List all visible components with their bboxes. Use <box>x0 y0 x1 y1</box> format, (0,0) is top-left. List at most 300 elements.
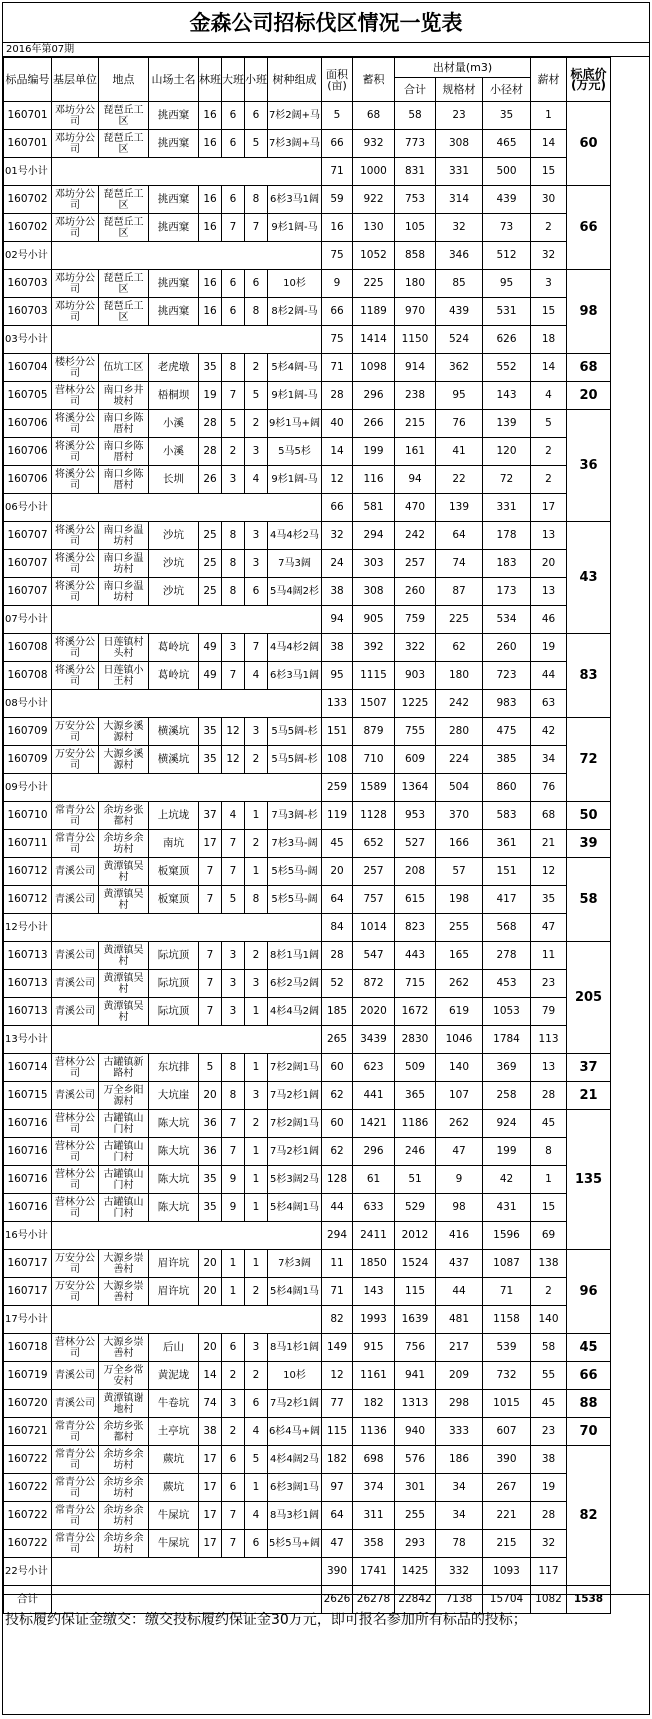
unit-cell: 青溪公司 <box>52 1082 99 1110</box>
xiao-ban-cell: 3 <box>245 1334 268 1362</box>
firewood-cell: 58 <box>531 1334 567 1362</box>
field-name-cell: 后山 <box>149 1334 199 1362</box>
firewood-cell: 30 <box>531 186 567 214</box>
subtotal-firewood: 117 <box>531 1558 567 1586</box>
composition-cell: 5马4阔2杉 <box>268 578 322 606</box>
header-row-1 <box>4 58 650 78</box>
standard-cell: 439 <box>436 298 483 326</box>
location-cell: 黄潭镇吴村 <box>99 942 149 970</box>
xiao-ban-cell: 7 <box>245 634 268 662</box>
location-cell: 余坊乡余坊村 <box>99 1530 149 1558</box>
firewood-cell: 15 <box>531 1194 567 1222</box>
table-row <box>4 410 650 438</box>
table-row <box>4 830 650 858</box>
stock-cell: 1136 <box>353 1418 395 1446</box>
header-composition: 树种组成 <box>268 58 322 102</box>
stock-cell: 392 <box>353 634 395 662</box>
unit-cell: 常青分公司 <box>52 1502 99 1530</box>
field-name-cell: 葛岭坑 <box>149 634 199 662</box>
unit-cell: 将溪分公司 <box>52 662 99 690</box>
subtotal-stock: 1052 <box>353 242 395 270</box>
output-total-cell: 94 <box>395 466 436 494</box>
da-ban-cell: 6 <box>222 1474 245 1502</box>
header-standard: 规格材 <box>436 78 483 102</box>
base-price-cell: 37 <box>567 1054 611 1082</box>
subtotal-row <box>4 494 650 522</box>
area-cell: 40 <box>322 410 353 438</box>
stock-cell: 922 <box>353 186 395 214</box>
stock-cell: 303 <box>353 550 395 578</box>
lot-id-cell: 160703 <box>4 270 52 298</box>
location-cell: 古罐镇新路村 <box>99 1054 149 1082</box>
subtotal-blank <box>52 1026 322 1054</box>
da-ban-cell: 2 <box>222 438 245 466</box>
da-ban-cell: 12 <box>222 746 245 774</box>
composition-cell: 7马3阔 <box>268 550 322 578</box>
composition-cell: 5杉5马-阔 <box>268 858 322 886</box>
location-cell: 余坊乡张都村 <box>99 1418 149 1446</box>
xiao-ban-cell: 4 <box>245 1502 268 1530</box>
location-cell: 黄潭镇吴村 <box>99 886 149 914</box>
da-ban-cell: 5 <box>222 886 245 914</box>
composition-cell: 8马1杉1阔 <box>268 1334 322 1362</box>
unit-cell: 营林分公司 <box>52 1138 99 1166</box>
composition-cell: 7杉2阔1马 <box>268 1054 322 1082</box>
field-name-cell: 横溪坑 <box>149 718 199 746</box>
subtotal-area: 259 <box>322 774 353 802</box>
subtotal-output-total: 1225 <box>395 690 436 718</box>
xiao-ban-cell: 1 <box>245 1054 268 1082</box>
unit-cell: 营林分公司 <box>52 382 99 410</box>
field-name-cell: 东坑排 <box>149 1054 199 1082</box>
composition-cell: 6杉3阔1马 <box>268 1474 322 1502</box>
composition-cell: 5杉4阔1马 <box>268 1278 322 1306</box>
xiao-ban-cell: 2 <box>245 1110 268 1138</box>
small-wood-cell: 71 <box>483 1278 531 1306</box>
base-price-cell: 21 <box>567 1082 611 1110</box>
grand-total-firewood: 1082 <box>531 1586 567 1614</box>
subtotal-output-total: 1364 <box>395 774 436 802</box>
field-name-cell: 陈大坑 <box>149 1138 199 1166</box>
base-price-cell: 135 <box>567 1110 611 1250</box>
lin-ban-cell: 49 <box>199 662 222 690</box>
subtotal-row <box>4 606 650 634</box>
xiao-ban-cell: 3 <box>245 522 268 550</box>
da-ban-cell: 8 <box>222 1082 245 1110</box>
location-cell: 伍坑工区 <box>99 354 149 382</box>
location-cell: 大源乡崇善村 <box>99 1334 149 1362</box>
output-total-cell: 941 <box>395 1362 436 1390</box>
subtotal-label: 12号小计 <box>4 914 52 942</box>
subtotal-output-total: 470 <box>395 494 436 522</box>
stock-cell: 633 <box>353 1194 395 1222</box>
standard-cell: 370 <box>436 802 483 830</box>
unit-cell: 万安分公司 <box>52 1250 99 1278</box>
lin-ban-cell: 35 <box>199 746 222 774</box>
da-ban-cell: 7 <box>222 1502 245 1530</box>
lin-ban-cell: 5 <box>199 1054 222 1082</box>
lot-id-cell: 160719 <box>4 1362 52 1390</box>
subtotal-area: 390 <box>322 1558 353 1586</box>
firewood-cell: 20 <box>531 550 567 578</box>
table-row <box>4 970 650 998</box>
base-price-cell: 36 <box>567 410 611 522</box>
composition-cell: 6杉3马1阔 <box>268 662 322 690</box>
table-row <box>4 634 650 662</box>
grand-total-stock: 26278 <box>353 1586 395 1614</box>
table-row <box>4 298 650 326</box>
subtotal-row <box>4 326 650 354</box>
area-cell: 149 <box>322 1334 353 1362</box>
standard-cell: 85 <box>436 270 483 298</box>
unit-cell: 邓坊分公司 <box>52 270 99 298</box>
field-name-cell: 大坑崖 <box>149 1082 199 1110</box>
lot-id-cell: 160713 <box>4 970 52 998</box>
stock-cell: 68 <box>353 102 395 130</box>
stock-cell: 143 <box>353 1278 395 1306</box>
standard-cell: 140 <box>436 1054 483 1082</box>
firewood-cell: 38 <box>531 1446 567 1474</box>
stock-cell: 1161 <box>353 1362 395 1390</box>
stock-cell: 266 <box>353 410 395 438</box>
area-cell: 60 <box>322 1110 353 1138</box>
output-total-cell: 914 <box>395 354 436 382</box>
location-cell: 琵琶丘工区 <box>99 270 149 298</box>
standard-cell: 64 <box>436 522 483 550</box>
xiao-ban-cell: 3 <box>245 438 268 466</box>
subtotal-firewood: 47 <box>531 914 567 942</box>
grand-total-standard: 7138 <box>436 1586 483 1614</box>
small-wood-cell: 732 <box>483 1362 531 1390</box>
subtotal-row <box>4 914 650 942</box>
lin-ban-cell: 16 <box>199 130 222 158</box>
subtotal-area: 82 <box>322 1306 353 1334</box>
area-cell: 66 <box>322 298 353 326</box>
subtotal-row <box>4 1026 650 1054</box>
subtotal-small-wood: 626 <box>483 326 531 354</box>
table-row <box>4 1082 650 1110</box>
xiao-ban-cell: 2 <box>245 1278 268 1306</box>
table-row <box>4 550 650 578</box>
location-cell: 琵琶丘工区 <box>99 298 149 326</box>
area-cell: 38 <box>322 634 353 662</box>
subtotal-output-total: 2830 <box>395 1026 436 1054</box>
da-ban-cell: 2 <box>222 1362 245 1390</box>
lin-ban-cell: 28 <box>199 438 222 466</box>
composition-cell: 10杉 <box>268 1362 322 1390</box>
subtotal-row <box>4 1306 650 1334</box>
firewood-cell: 23 <box>531 1418 567 1446</box>
area-cell: 128 <box>322 1166 353 1194</box>
unit-cell: 邓坊分公司 <box>52 214 99 242</box>
subtotal-blank <box>52 242 322 270</box>
small-wood-cell: 173 <box>483 578 531 606</box>
lin-ban-cell: 7 <box>199 886 222 914</box>
xiao-ban-cell: 3 <box>245 550 268 578</box>
field-name-cell: 板窠顶 <box>149 886 199 914</box>
standard-cell: 180 <box>436 662 483 690</box>
output-total-cell: 753 <box>395 186 436 214</box>
lot-id-cell: 160706 <box>4 438 52 466</box>
small-wood-cell: 552 <box>483 354 531 382</box>
location-cell: 大源乡崇善村 <box>99 1250 149 1278</box>
location-cell: 古罐镇山门村 <box>99 1138 149 1166</box>
firewood-cell: 13 <box>531 1054 567 1082</box>
table-row <box>4 746 650 774</box>
field-name-cell: 板窠顶 <box>149 858 199 886</box>
da-ban-cell: 6 <box>222 298 245 326</box>
stock-cell: 130 <box>353 214 395 242</box>
location-cell: 万全乡阳源村 <box>99 1082 149 1110</box>
unit-cell: 营林分公司 <box>52 1110 99 1138</box>
composition-cell: 9杉1阔-马 <box>268 214 322 242</box>
lot-id-cell: 160716 <box>4 1138 52 1166</box>
xiao-ban-cell: 1 <box>245 1474 268 1502</box>
standard-cell: 437 <box>436 1250 483 1278</box>
lot-id-cell: 160707 <box>4 550 52 578</box>
location-cell: 南口乡温坊村 <box>99 550 149 578</box>
lot-id-cell: 160711 <box>4 830 52 858</box>
firewood-cell: 4 <box>531 382 567 410</box>
xiao-ban-cell: 2 <box>245 942 268 970</box>
lot-id-cell: 160716 <box>4 1110 52 1138</box>
location-cell: 日莲镇村头村 <box>99 634 149 662</box>
lin-ban-cell: 20 <box>199 1278 222 1306</box>
unit-cell: 青溪公司 <box>52 970 99 998</box>
xiao-ban-cell: 5 <box>245 382 268 410</box>
small-wood-cell: 465 <box>483 130 531 158</box>
firewood-cell: 2 <box>531 438 567 466</box>
small-wood-cell: 1087 <box>483 1250 531 1278</box>
da-ban-cell: 6 <box>222 1446 245 1474</box>
table-row <box>4 1194 650 1222</box>
small-wood-cell: 215 <box>483 1530 531 1558</box>
field-name-cell: 沙坑 <box>149 578 199 606</box>
standard-cell: 107 <box>436 1082 483 1110</box>
xiao-ban-cell: 5 <box>245 130 268 158</box>
unit-cell: 青溪公司 <box>52 1390 99 1418</box>
xiao-ban-cell: 8 <box>245 298 268 326</box>
firewood-cell: 5 <box>531 410 567 438</box>
xiao-ban-cell: 1 <box>245 1166 268 1194</box>
stock-cell: 710 <box>353 746 395 774</box>
xiao-ban-cell: 3 <box>245 718 268 746</box>
xiao-ban-cell: 1 <box>245 1194 268 1222</box>
area-cell: 62 <box>322 1082 353 1110</box>
field-name-cell: 黄泥垅 <box>149 1362 199 1390</box>
subtotal-row <box>4 774 650 802</box>
table-row <box>4 1334 650 1362</box>
location-cell: 大源乡溪源村 <box>99 718 149 746</box>
stock-cell: 757 <box>353 886 395 914</box>
output-total-cell: 322 <box>395 634 436 662</box>
location-cell: 余坊乡余坊村 <box>99 1474 149 1502</box>
composition-cell: 7马2杉1阔 <box>268 1082 322 1110</box>
table-row <box>4 354 650 382</box>
header-location: 地点 <box>99 58 149 102</box>
da-ban-cell: 1 <box>222 1250 245 1278</box>
stock-cell: 441 <box>353 1082 395 1110</box>
table-row <box>4 1502 650 1530</box>
lot-id-cell: 160722 <box>4 1474 52 1502</box>
composition-cell: 6杉4马+阔 <box>268 1418 322 1446</box>
lin-ban-cell: 16 <box>199 214 222 242</box>
subtotal-firewood: 18 <box>531 326 567 354</box>
composition-cell: 7马3阔-杉 <box>268 802 322 830</box>
output-total-cell: 242 <box>395 522 436 550</box>
stock-cell: 311 <box>353 1502 395 1530</box>
field-name-cell: 梧桐坝 <box>149 382 199 410</box>
area-cell: 182 <box>322 1446 353 1474</box>
subtotal-standard: 242 <box>436 690 483 718</box>
lot-id-cell: 160720 <box>4 1390 52 1418</box>
table-body <box>4 102 650 1614</box>
composition-cell: 9杉1马+阔 <box>268 410 322 438</box>
subtotal-blank <box>52 606 322 634</box>
lin-ban-cell: 35 <box>199 354 222 382</box>
field-name-cell: 葛岭坑 <box>149 662 199 690</box>
unit-cell: 邓坊分公司 <box>52 298 99 326</box>
lin-ban-cell: 14 <box>199 1362 222 1390</box>
area-cell: 71 <box>322 1278 353 1306</box>
standard-cell: 34 <box>436 1502 483 1530</box>
standard-cell: 76 <box>436 410 483 438</box>
standard-cell: 34 <box>436 1474 483 1502</box>
lot-id-cell: 160721 <box>4 1418 52 1446</box>
header-lin-ban: 林班 <box>199 58 222 102</box>
period-label: 2016年第07期 <box>3 43 649 57</box>
firewood-cell: 1 <box>531 102 567 130</box>
area-cell: 59 <box>322 186 353 214</box>
standard-cell: 362 <box>436 354 483 382</box>
subtotal-small-wood: 568 <box>483 914 531 942</box>
subtotal-small-wood: 1784 <box>483 1026 531 1054</box>
location-cell: 琵琶丘工区 <box>99 186 149 214</box>
composition-cell: 7杉3马-阔 <box>268 830 322 858</box>
small-wood-cell: 583 <box>483 802 531 830</box>
standard-cell: 9 <box>436 1166 483 1194</box>
unit-cell: 将溪分公司 <box>52 438 99 466</box>
standard-cell: 280 <box>436 718 483 746</box>
table-row <box>4 466 650 494</box>
output-total-cell: 260 <box>395 578 436 606</box>
field-name-cell: 际坑顶 <box>149 942 199 970</box>
firewood-cell: 21 <box>531 830 567 858</box>
xiao-ban-cell: 2 <box>245 746 268 774</box>
table-row <box>4 214 650 242</box>
area-cell: 64 <box>322 1502 353 1530</box>
field-name-cell: 小溪 <box>149 438 199 466</box>
output-total-cell: 180 <box>395 270 436 298</box>
small-wood-cell: 151 <box>483 858 531 886</box>
firewood-cell: 2 <box>531 466 567 494</box>
unit-cell: 将溪分公司 <box>52 522 99 550</box>
firewood-cell: 79 <box>531 998 567 1026</box>
small-wood-cell: 72 <box>483 466 531 494</box>
firewood-cell: 2 <box>531 1278 567 1306</box>
da-ban-cell: 6 <box>222 1334 245 1362</box>
small-wood-cell: 73 <box>483 214 531 242</box>
unit-cell: 青溪公司 <box>52 1362 99 1390</box>
firewood-cell: 35 <box>531 886 567 914</box>
field-name-cell: 蕨坑 <box>149 1474 199 1502</box>
area-cell: 45 <box>322 830 353 858</box>
table-row <box>4 1530 650 1558</box>
small-wood-cell: 183 <box>483 550 531 578</box>
standard-cell: 95 <box>436 382 483 410</box>
location-cell: 琵琶丘工区 <box>99 102 149 130</box>
field-name-cell: 眉许坑 <box>149 1278 199 1306</box>
lin-ban-cell: 7 <box>199 858 222 886</box>
area-cell: 14 <box>322 438 353 466</box>
stock-cell: 1421 <box>353 1110 395 1138</box>
xiao-ban-cell: 3 <box>245 970 268 998</box>
standard-cell: 314 <box>436 186 483 214</box>
xiao-ban-cell: 6 <box>245 270 268 298</box>
area-cell: 77 <box>322 1390 353 1418</box>
da-ban-cell: 8 <box>222 522 245 550</box>
subtotal-area: 75 <box>322 326 353 354</box>
lin-ban-cell: 16 <box>199 102 222 130</box>
unit-cell: 常青分公司 <box>52 802 99 830</box>
subtotal-blank <box>52 494 322 522</box>
stock-cell: 1098 <box>353 354 395 382</box>
xiao-ban-cell: 1 <box>245 1138 268 1166</box>
small-wood-cell: 369 <box>483 1054 531 1082</box>
xiao-ban-cell: 7 <box>245 214 268 242</box>
area-cell: 64 <box>322 886 353 914</box>
header-firewood: 薪材 <box>531 58 567 102</box>
xiao-ban-cell: 2 <box>245 1362 268 1390</box>
field-name-cell: 上坑垅 <box>149 802 199 830</box>
area-cell: 95 <box>322 662 353 690</box>
lot-id-cell: 160707 <box>4 522 52 550</box>
lin-ban-cell: 17 <box>199 830 222 858</box>
subtotal-stock: 1000 <box>353 158 395 186</box>
area-cell: 12 <box>322 1362 353 1390</box>
subtotal-small-wood: 860 <box>483 774 531 802</box>
stock-cell: 116 <box>353 466 395 494</box>
output-total-cell: 756 <box>395 1334 436 1362</box>
location-cell: 南口乡陈厝村 <box>99 466 149 494</box>
firewood-cell: 15 <box>531 298 567 326</box>
composition-cell: 7马2杉1阔 <box>268 1390 322 1418</box>
standard-cell: 47 <box>436 1138 483 1166</box>
small-wood-cell: 178 <box>483 522 531 550</box>
da-ban-cell: 7 <box>222 214 245 242</box>
firewood-cell: 11 <box>531 942 567 970</box>
subtotal-label: 22号小计 <box>4 1558 52 1586</box>
small-wood-cell: 1053 <box>483 998 531 1026</box>
small-wood-cell: 221 <box>483 1502 531 1530</box>
base-price-cell: 82 <box>567 1446 611 1586</box>
field-name-cell: 挑西窠 <box>149 130 199 158</box>
base-price-cell: 60 <box>567 102 611 186</box>
output-total-cell: 1313 <box>395 1390 436 1418</box>
area-cell: 71 <box>322 354 353 382</box>
subtotal-area: 133 <box>322 690 353 718</box>
subtotal-small-wood: 1093 <box>483 1558 531 1586</box>
area-cell: 16 <box>322 214 353 242</box>
document-title: 金森公司招标伐区情况一览表 <box>3 3 649 43</box>
da-ban-cell: 3 <box>222 998 245 1026</box>
location-cell: 琵琶丘工区 <box>99 130 149 158</box>
firewood-cell: 138 <box>531 1250 567 1278</box>
subtotal-firewood: 15 <box>531 158 567 186</box>
subtotal-small-wood: 1158 <box>483 1306 531 1334</box>
xiao-ban-cell: 3 <box>245 1082 268 1110</box>
small-wood-cell: 531 <box>483 298 531 326</box>
